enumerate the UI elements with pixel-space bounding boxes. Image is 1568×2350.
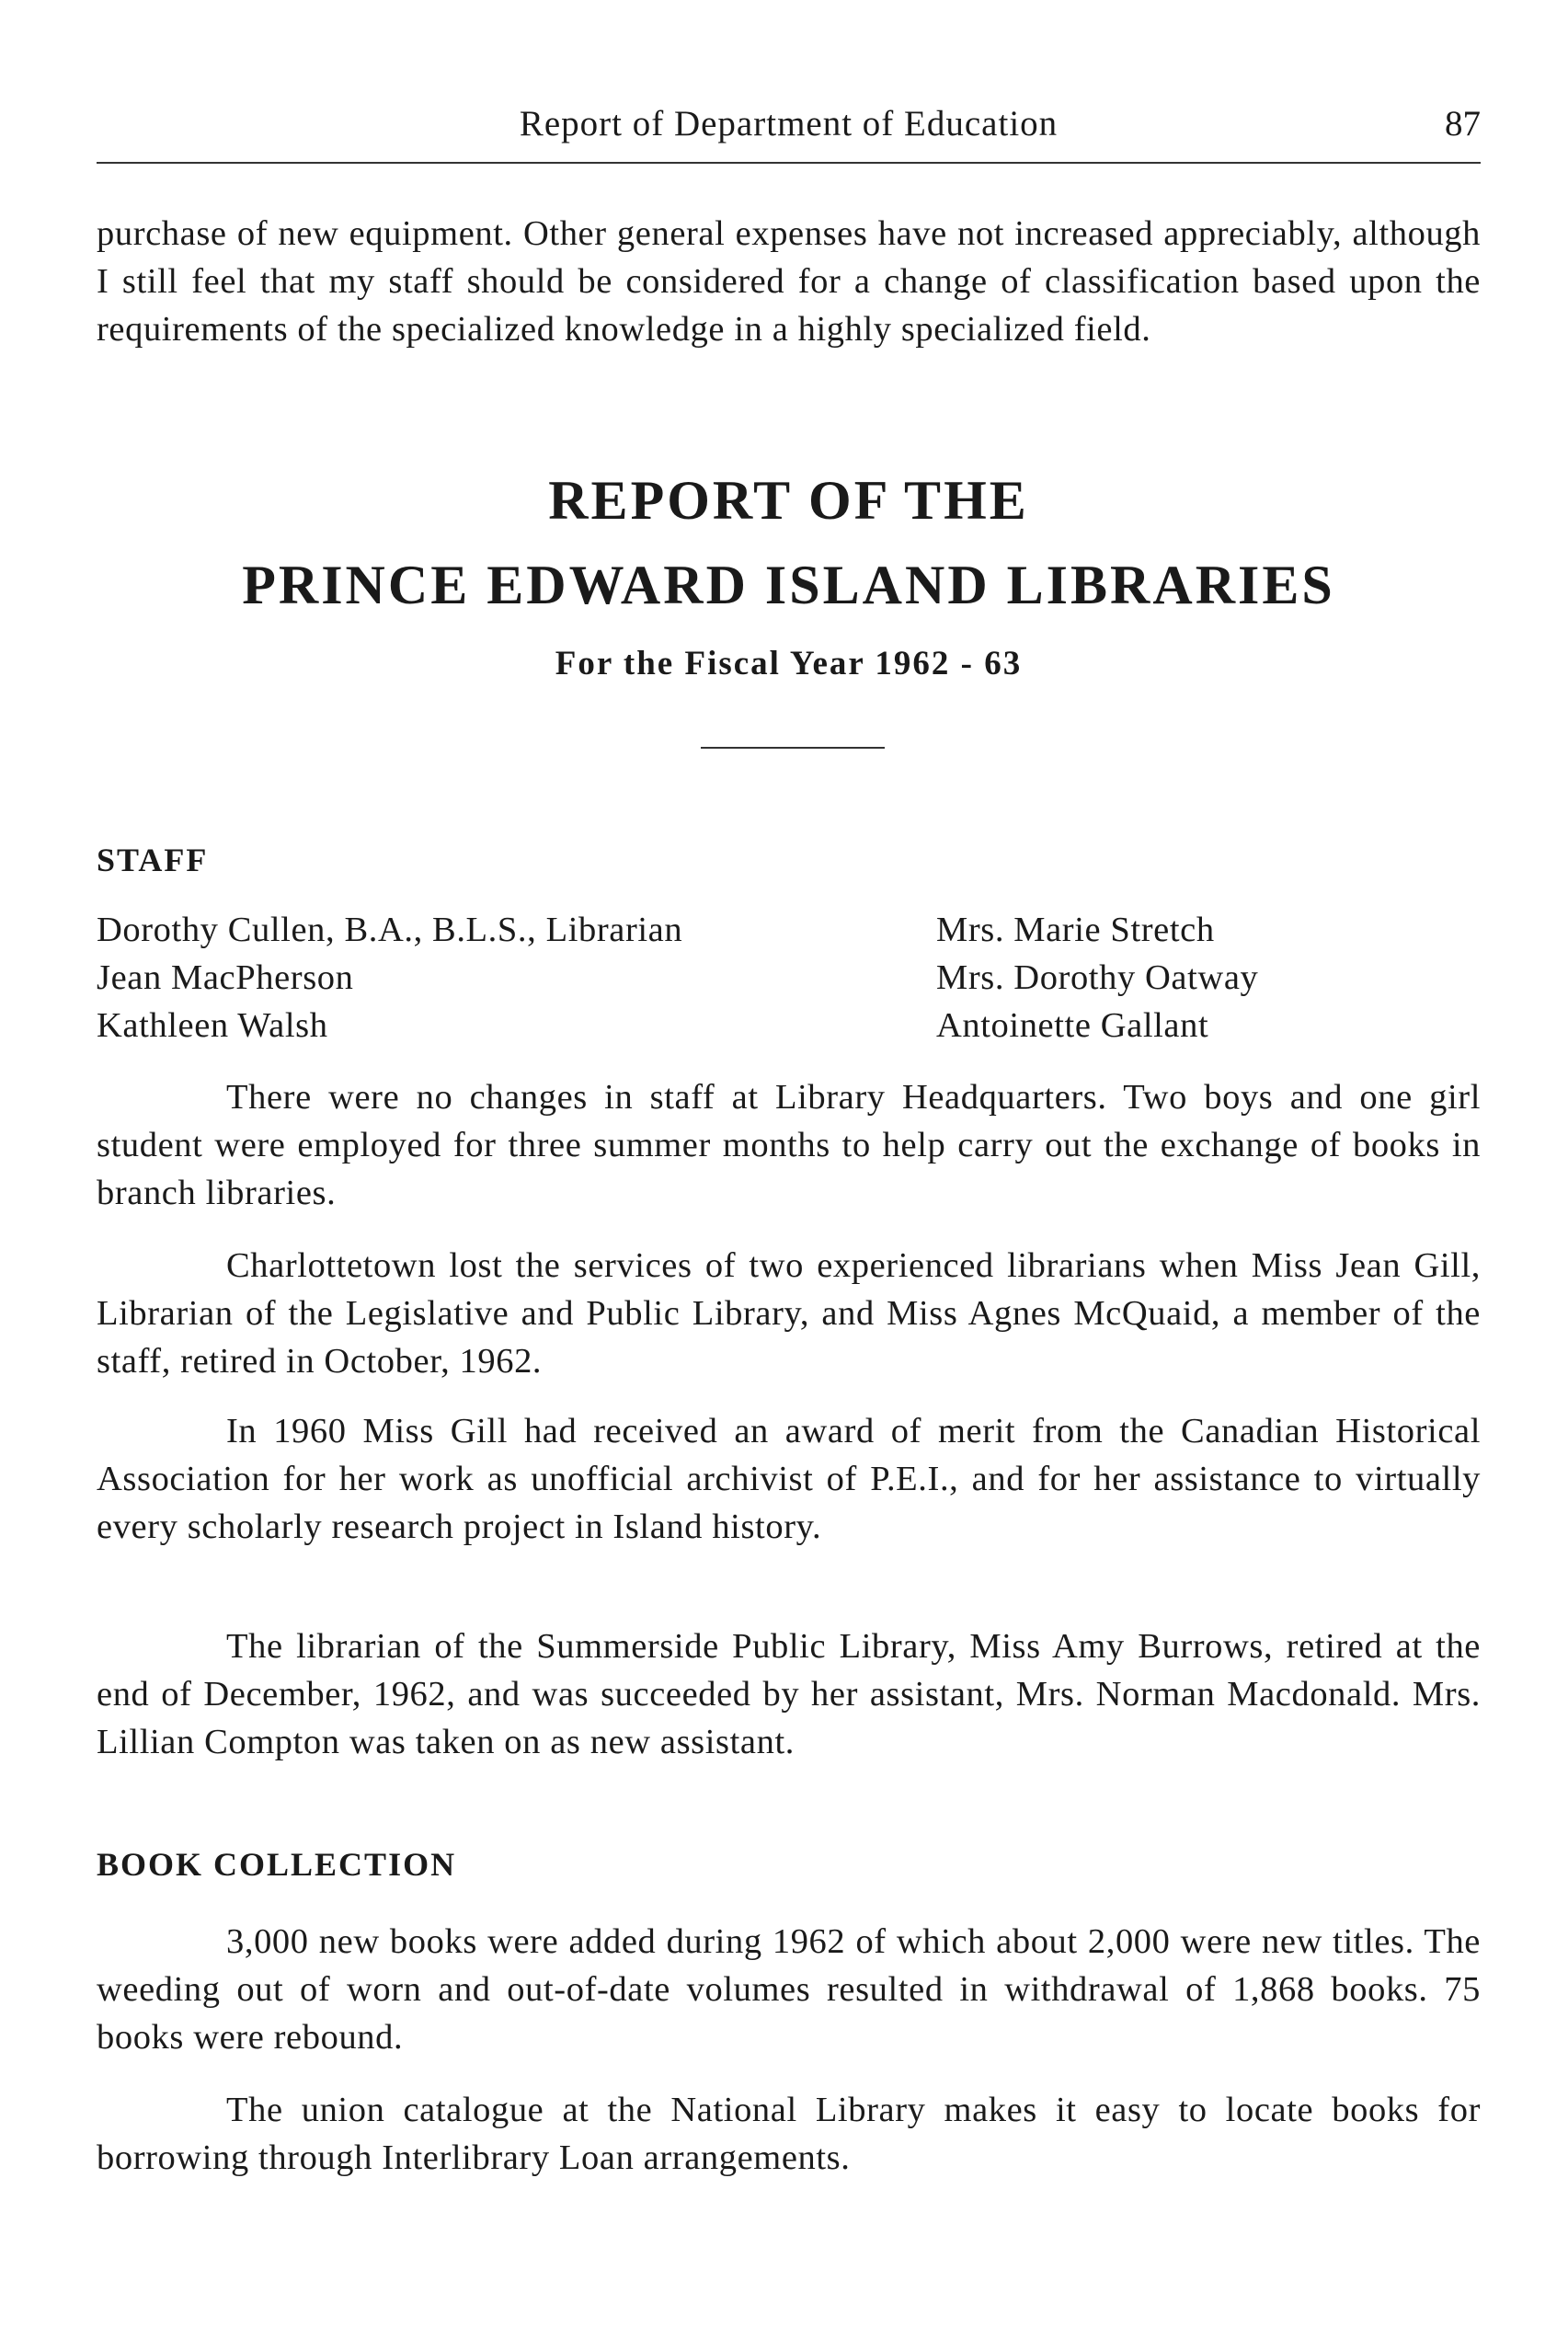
title-divider	[701, 747, 885, 749]
staff-paragraph	[97, 1407, 1481, 1551]
staff-list-left	[97, 906, 682, 1049]
intro-paragraph	[97, 210, 1481, 353]
staff-paragraph	[97, 1073, 1481, 1217]
running-header	[97, 99, 1481, 155]
staff-heading: STAFF	[97, 842, 209, 878]
report-title-line1: REPORT OF THE	[548, 470, 1029, 531]
paragraph-text: The librarian of the Summerside Public Library, Miss Amy Burrows, retired at the end of December, 1962, and was succeeded by her assistant, Mrs. Norman Macdonald. Mrs. Lillian Compton was taken on as new assistant.	[97, 1627, 1481, 1761]
paragraph-text: In 1960 Miss Gill had received an award of merit from the Canadian Historical Association for her work as unofficial archivist of P.E.I., and for her assistance to virtually every scholarly research project in Island history.	[97, 1412, 1481, 1546]
report-subtitle: For the Fiscal Year 1962 - 63	[555, 645, 1023, 682]
staff-member: Mrs. Dorothy Oatway	[936, 958, 1259, 997]
paragraph-text: There were no changes in staff at Library Headquarters. Two boys and one girl student were employed for three summer months to help carry out the exchange of books in branch libraries.	[97, 1078, 1481, 1212]
running-title: Report of Department of Education	[519, 104, 1059, 143]
staff-member: Jean MacPherson	[97, 958, 354, 997]
staff-member: Kathleen Walsh	[97, 1006, 328, 1045]
report-title-line2: PRINCE EDWARD ISLAND LIBRARIES	[242, 555, 1335, 615]
staff-member: Antoinette Gallant	[936, 1006, 1209, 1045]
paragraph-text: Charlottetown lost the services of two experienced librarians when Miss Jean Gill, Librarian of the Legislative and Public Library, and Miss Agnes McQuaid, a member of the staff, retired in October, 1962.	[97, 1246, 1481, 1381]
book-collection-heading: BOOK COLLECTION	[97, 1846, 457, 1883]
staff-member: Mrs. Marie Stretch	[936, 911, 1215, 949]
staff-list-right	[936, 906, 1258, 1049]
staff-paragraph	[97, 1622, 1481, 1766]
paragraph-text: The union catalogue at the National Library makes it easy to locate books for borrowing through Interlibrary Loan arrangements.	[97, 2091, 1481, 2177]
book-collection-paragraph	[97, 1918, 1481, 2061]
paragraph-text: 3,000 new books were added during 1962 of which about 2,000 were new titles. The weeding out of worn and out-of-date volumes resulted in withdrawal of 1,868 books. 75 books were rebound.	[97, 1922, 1481, 2057]
page-number: 87	[1445, 104, 1481, 143]
staff-member: Dorothy Cullen, B.A., B.L.S., Librarian	[97, 911, 683, 949]
book-collection-paragraph	[97, 2086, 1481, 2182]
staff-paragraph	[97, 1242, 1481, 1385]
header-rule	[97, 162, 1481, 164]
intro-paragraph-text: purchase of new equipment. Other general expenses have not increased appreciably, although I still feel that my staff should be considered for a change of classification based upon the requirements of the specialized knowledge in a highly specialized field.	[97, 214, 1481, 349]
